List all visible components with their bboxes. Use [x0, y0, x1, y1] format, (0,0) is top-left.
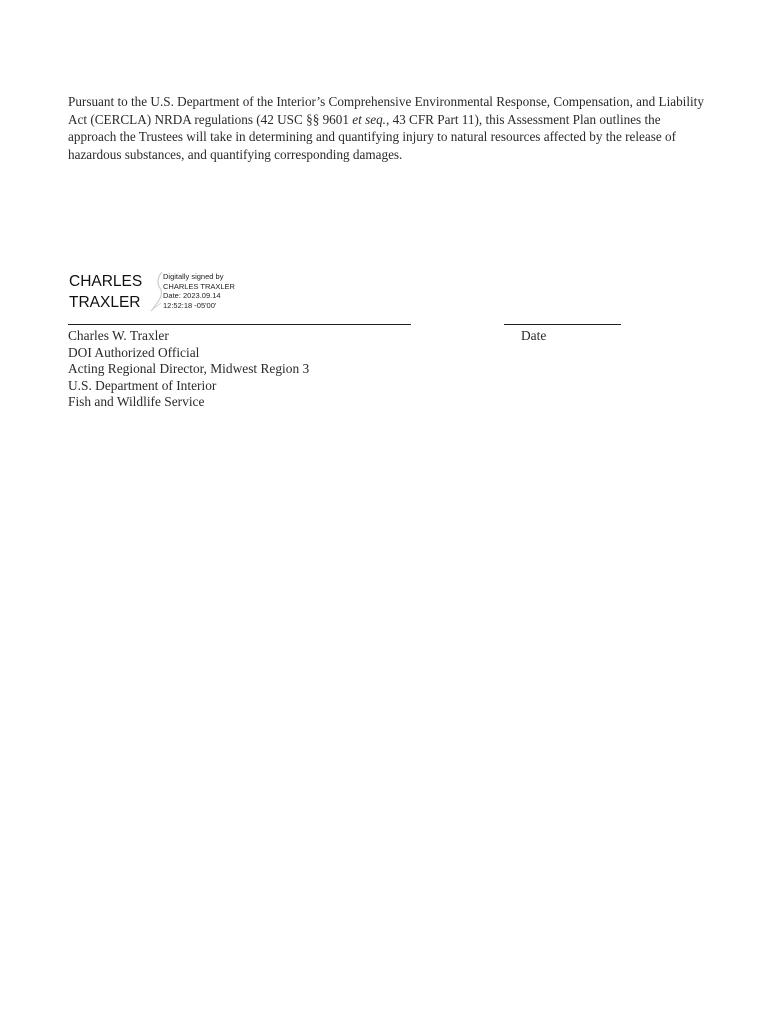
- signature-name: [69, 271, 142, 313]
- digital-signature: [68, 270, 288, 314]
- paragraph-text-end: , 43 CFR Part 11), this Assessment Plan outlines the approach the Trustees will take in determining and quantifying injury to natural resources affected by the release of hazardous substances, and quantifying corresponding damages.: [68, 111, 677, 162]
- signature-details: [163, 272, 235, 310]
- signer-department: U.S. Department of Interior: [68, 377, 217, 393]
- signature-detail-line: Digitally signed by: [163, 272, 224, 281]
- signature-last-name: TRAXLER: [69, 294, 141, 311]
- date-line: [504, 324, 621, 325]
- signature-detail-line: Date: 2023.09.14: [163, 291, 221, 301]
- signer-title: Acting Regional Director, Midwest Region 3: [68, 361, 310, 376]
- paragraph-italic-text: et seq.: [352, 111, 386, 127]
- signature-first-name: CHARLES: [69, 273, 143, 290]
- signer-block: [68, 328, 309, 411]
- signer-agency: Fish and Wildlife Service: [68, 394, 205, 409]
- date-label: Date: [521, 328, 547, 343]
- signature-detail-line: 12:52:18 -05'00': [163, 300, 217, 310]
- signature-detail-line: CHARLES TRAXLER: [163, 281, 235, 291]
- signer-role: DOI Authorized Official: [68, 344, 200, 360]
- signature-line: [68, 324, 411, 325]
- paragraph-text-start: Pursuant to the U.S. Department of the Interior’s Comprehensive Environmental Response, Compensation, and Liability Act (CERCLA) NRDA regulations (42 USC §§ 9601: [68, 94, 704, 127]
- signer-name: Charles W. Traxler: [68, 328, 169, 343]
- assessment-plan-paragraph: [68, 93, 708, 163]
